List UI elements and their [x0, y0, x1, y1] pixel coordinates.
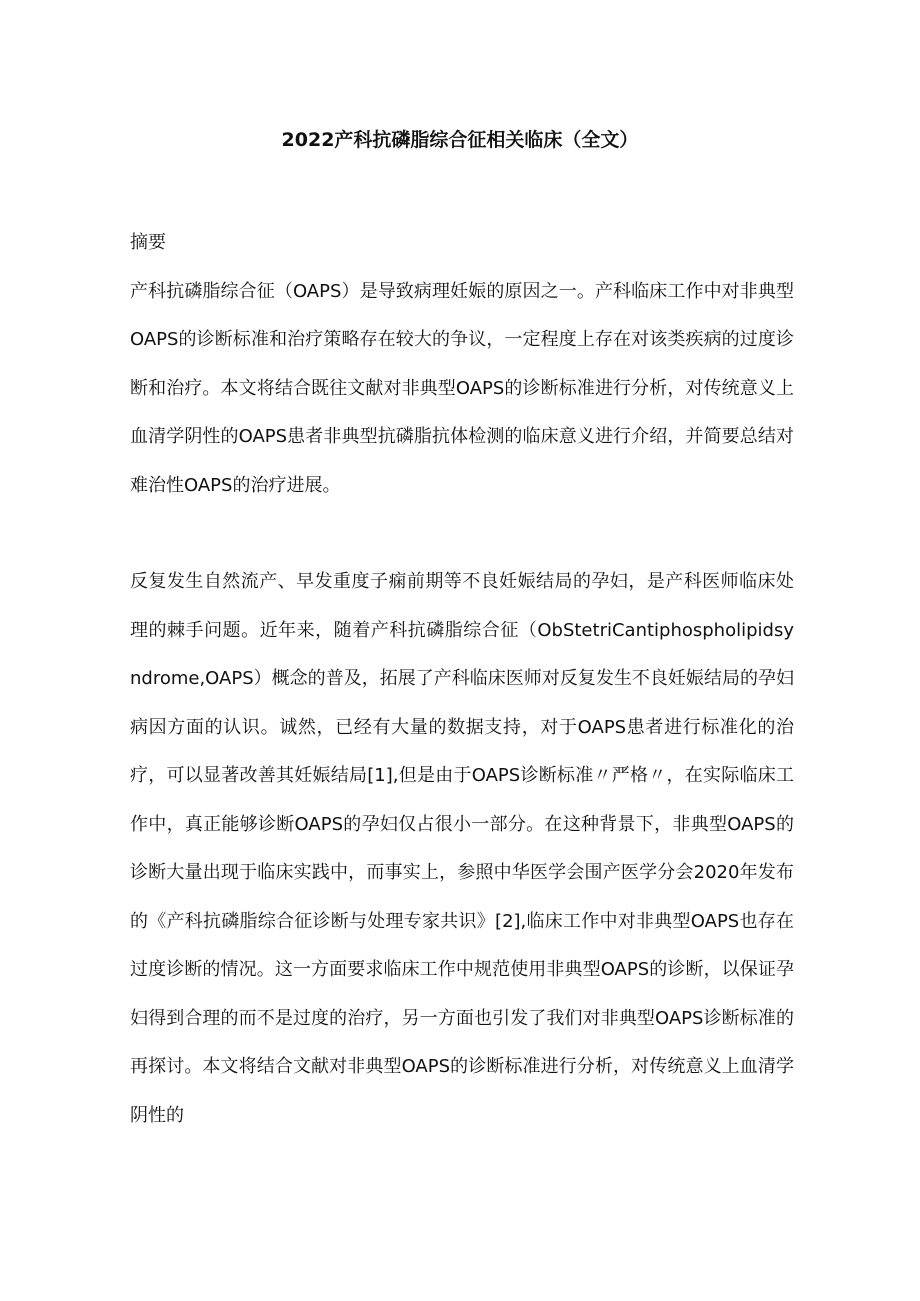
abstract-heading: 摘要 — [130, 232, 166, 253]
document-title: 2022产科抗磷脂综合征相关临床（全文） — [281, 129, 639, 151]
document-body — [130, 219, 794, 1140]
paragraph-spacer — [130, 510, 794, 558]
body-paragraph: 反复发生自然流产、早发重度子痫前期等不良妊娠结局的孕妇，是产科医师临床处理的棘手问题。近年来，随着产科抗磷脂综合征（ObStetriCantiphospholipidsyndrome,OAPS）概念的普及，拓展了产科临床医师对反复发生不良妊娠结局的孕妇病因方面的认识。诚然，已经有大量的数据支持，对于OAPS患者进行标准化的治疗，可以显著改善其妊娠结局[1],但是由于OAPS诊断标准〃严格〃，在实际临床工作中，真正能够诊断OAPS的孕妇仅占很小一部分。在这种背景下，非典型OAPS的诊断大量出现于临床实践中，而事实上，参照中华医学会围产医学分会2020年发布的《产科抗磷脂综合征诊断与处理专家共识》[2],临床工作中对非典型OAPS也存在过度诊断的情况。这一方面要求临床工作中规范使用非典型OAPS的诊断，以保证孕妇得到合理的而不是过度的治疗，另一方面也引发了我们对非典型OAPS诊断标准的再探讨。本文将结合文献对非典型OAPS的诊断标准进行分析，对传统意义上血清学阴性的 — [130, 571, 794, 1126]
abstract-paragraph: 产科抗磷脂综合征（OAPS）是导致病理妊娠的原因之一。产科临床工作中对非典型OAPS的诊断标准和治疗策略存在较大的争议，一定程度上存在对该类疾病的过度诊断和治疗。本文将结合既往文献对非典型OAPS的诊断标准进行分析，对传统意义上血清学阴性的OAPS患者非典型抗磷脂抗体检测的临床意义进行介绍，并简要总结对难治性OAPS的治疗进展。 — [130, 280, 794, 496]
